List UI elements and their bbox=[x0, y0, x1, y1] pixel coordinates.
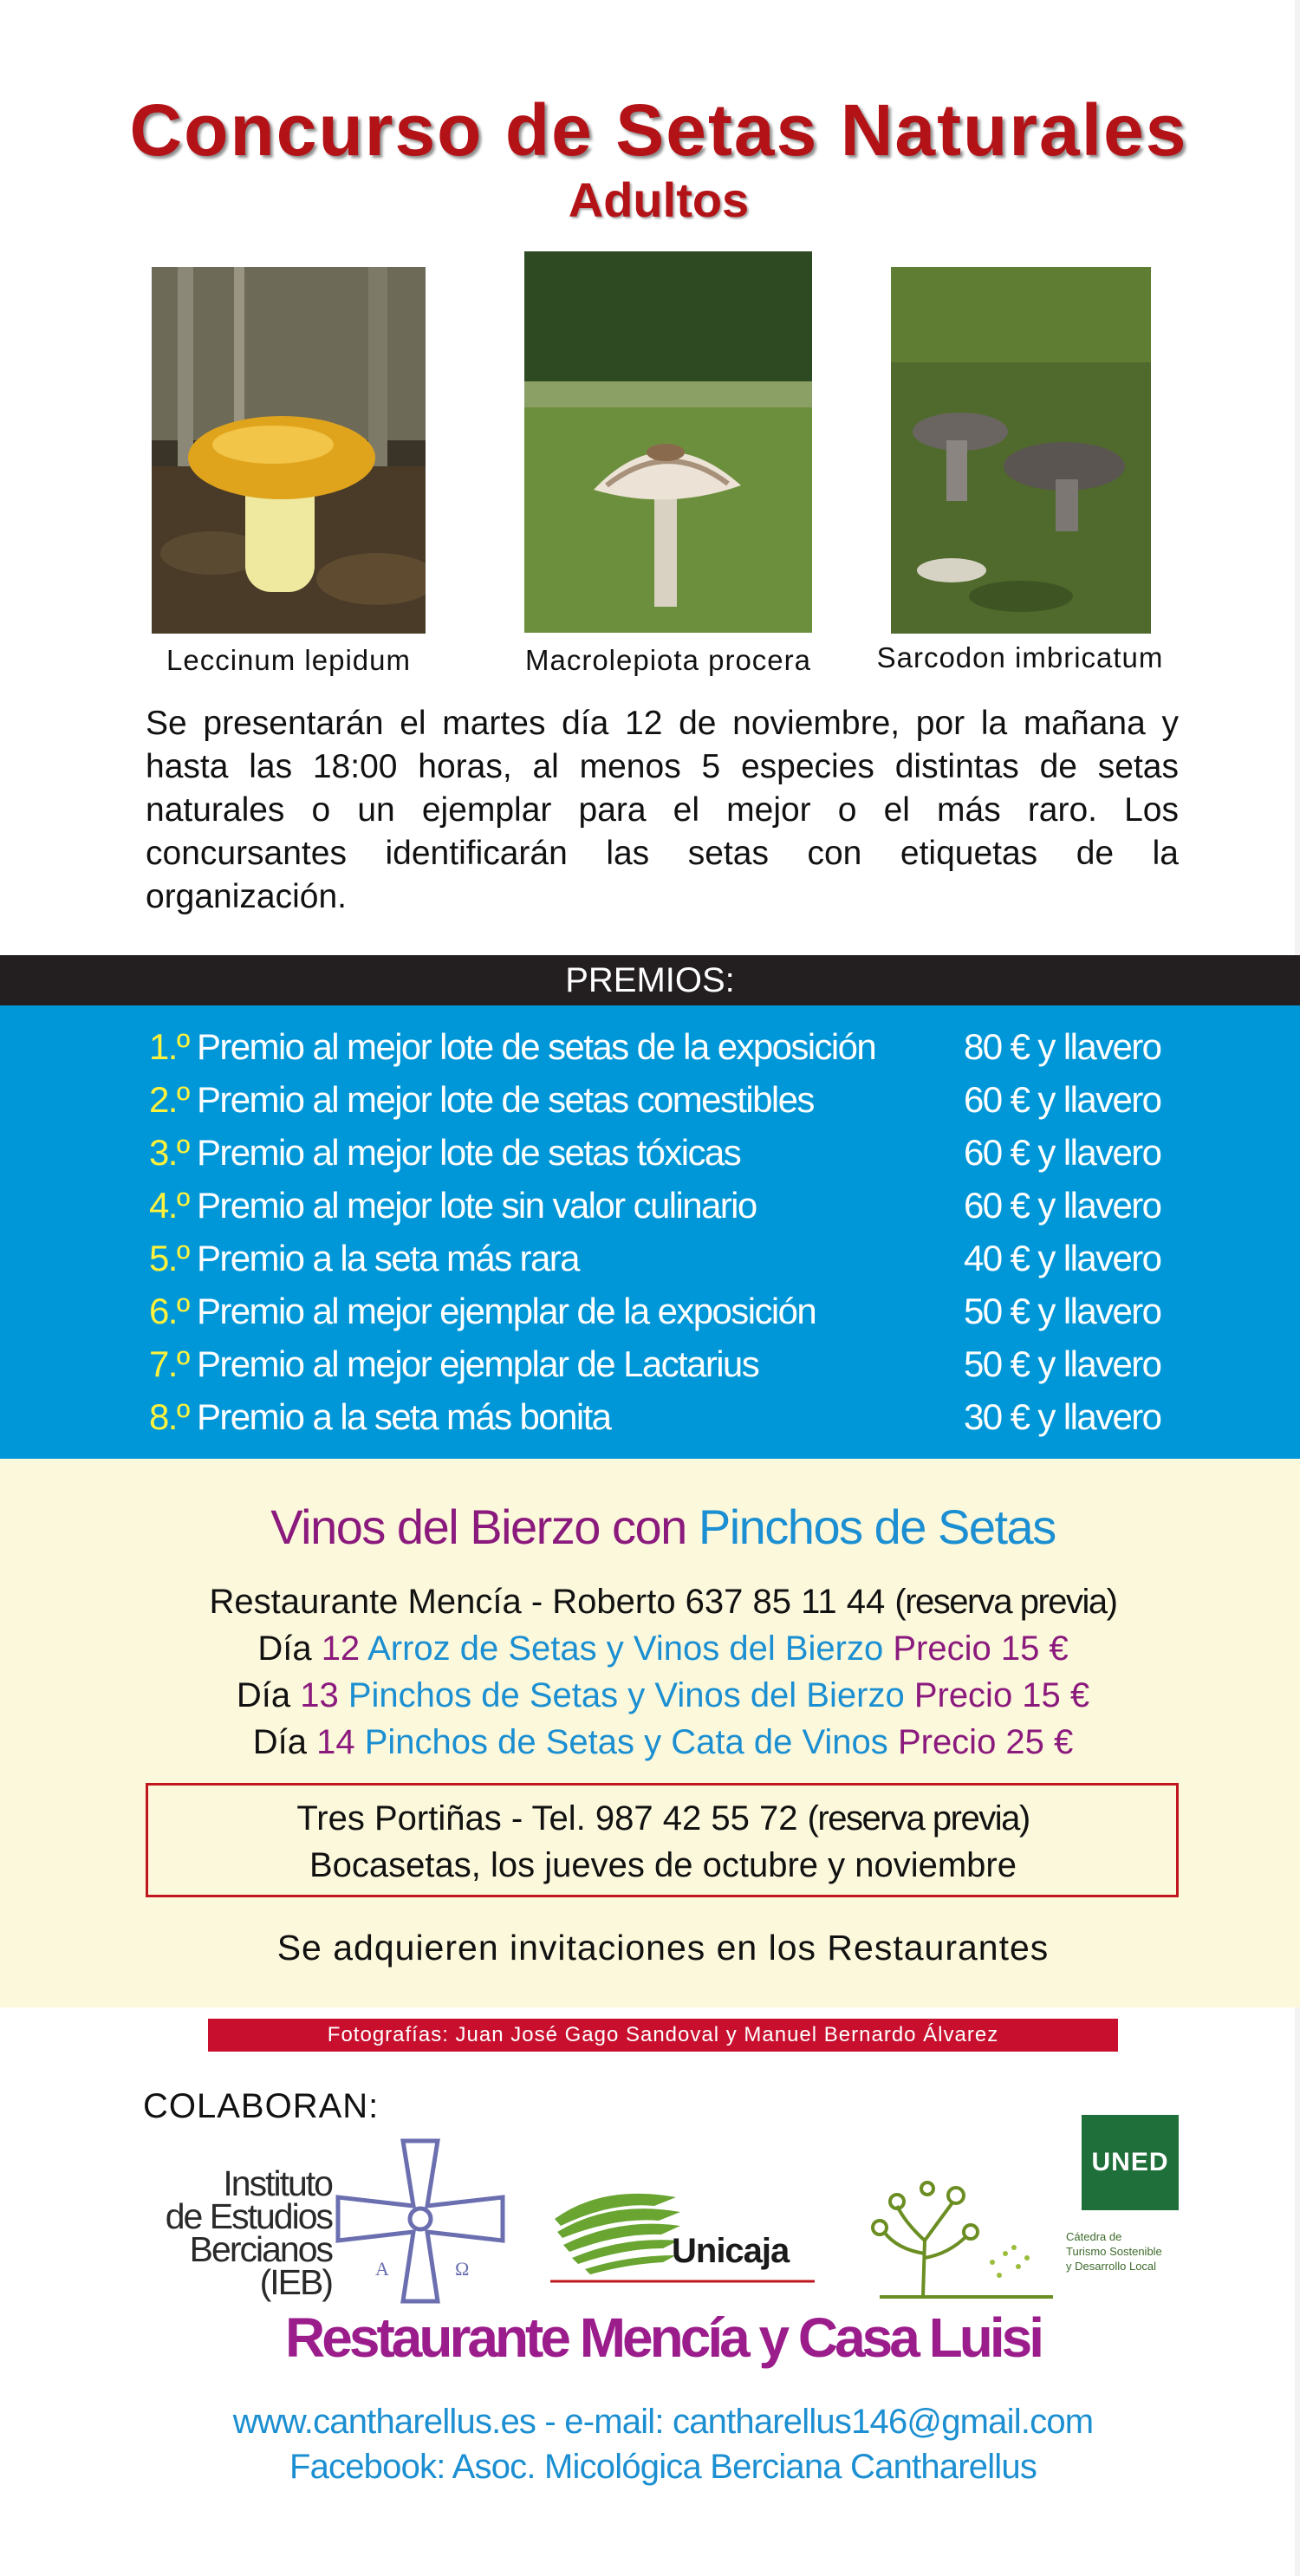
menu-day-description: Pinchos de Setas y Vinos del Bierzo bbox=[348, 1676, 905, 1714]
photo-caption: Sarcodon imbricatum bbox=[876, 641, 1164, 673]
contact-facebook[interactable]: Facebook: Asoc. Micológica Berciana Cantharellus bbox=[289, 2448, 1037, 2486]
contact-web-email[interactable]: www.cantharellus.es - e-mail: cantharellus146@gmail.com bbox=[232, 2403, 1094, 2441]
prize-amount: 60 € y llavero bbox=[964, 1185, 1161, 1226]
tree-icon bbox=[845, 2180, 1062, 2301]
svg-text:Ω: Ω bbox=[455, 2258, 470, 2280]
prize-item bbox=[0, 1391, 1300, 1443]
prize-list bbox=[0, 1005, 1300, 1459]
prize-amount: 30 € y llavero bbox=[964, 1396, 1161, 1437]
prize-item bbox=[0, 1180, 1300, 1232]
catedra-text bbox=[1066, 2229, 1183, 2274]
intro-paragraph: Se presentarán el martes día 12 de noviembre, por la mañana y hasta las 18:00 horas, al menos 5 especies distintas de setas naturales o un ejemplar para el mejor o el más raro. Los concursantes identificarán las setas con etiquetas de la organización. bbox=[146, 705, 1179, 915]
menu-day-row bbox=[0, 1673, 1300, 1718]
prize-amount: 50 € y llavero bbox=[964, 1343, 1161, 1384]
uned-logo: UNED bbox=[1082, 2115, 1179, 2210]
bocasetas-text: Bocasetas, los jueves de octubre y noviembre bbox=[309, 1846, 1017, 1884]
prize-item bbox=[0, 1127, 1300, 1179]
menu-day-label: Día bbox=[236, 1676, 291, 1714]
svg-text:A: A bbox=[375, 2258, 389, 2280]
ieb-logo-line: de Estudios bbox=[165, 2196, 332, 2236]
prize-description: Premio al mejor lote sin valor culinario bbox=[197, 1185, 757, 1226]
tres-portinas-line bbox=[0, 1796, 1300, 1841]
prize-description: Premio a la seta más rara bbox=[197, 1238, 579, 1278]
prize-description: Premio al mejor lote de setas comestibles bbox=[197, 1079, 814, 1120]
premios-heading: PREMIOS: bbox=[0, 955, 1300, 1005]
reservation-note: (reserva previa) bbox=[894, 1583, 1117, 1621]
menu-day-label: Día bbox=[252, 1723, 307, 1761]
photo-macrolepiota-procera bbox=[524, 251, 812, 633]
vinos-heading-part1: Vinos del Bierzo con bbox=[270, 1499, 686, 1554]
page-title: Concurso de Setas Naturales bbox=[129, 89, 1188, 171]
page-subtitle: Adultos bbox=[568, 172, 750, 227]
catedra-line: Cátedra de bbox=[1066, 2230, 1122, 2243]
photo-caption: Macrolepiota procera bbox=[525, 644, 811, 676]
prize-amount: 50 € y llavero bbox=[964, 1291, 1161, 1331]
tres-portinas-name: Tres Portiñas - Tel. 987 42 55 72 bbox=[296, 1799, 798, 1838]
prize-amount: 80 € y llavero bbox=[964, 1026, 1161, 1067]
prize-item bbox=[0, 1338, 1300, 1390]
menu-day-row bbox=[0, 1720, 1300, 1765]
ieb-logo-line: Instituto bbox=[223, 2163, 332, 2203]
menu-day-row bbox=[0, 1626, 1300, 1671]
reservation-note: (reserva previa) bbox=[807, 1799, 1030, 1838]
prize-rank: 5.º bbox=[149, 1238, 189, 1278]
menu-day-price: Precio 15 € bbox=[913, 1676, 1090, 1714]
prize-description: Premio al mejor ejemplar de Lactarius bbox=[197, 1343, 759, 1384]
prize-rank: 4.º bbox=[149, 1185, 189, 1226]
photo-caption: Leccinum lepidum bbox=[166, 644, 411, 676]
prize-rank: 7.º bbox=[149, 1343, 189, 1384]
prize-rank: 8.º bbox=[149, 1396, 189, 1437]
collaborating-restaurants: Restaurante Mencía y Casa Luisi bbox=[285, 2306, 1041, 2369]
menu-day-number: 13 bbox=[300, 1676, 339, 1714]
colaboran-label: COLABORAN: bbox=[143, 2087, 380, 2125]
invitations-note: Se adquieren invitaciones en los Restaurantes bbox=[276, 1928, 1050, 1968]
prize-amount: 60 € y llavero bbox=[964, 1132, 1161, 1173]
unicaja-wordmark: Unicaja bbox=[672, 2232, 790, 2270]
prize-rank: 6.º bbox=[149, 1291, 189, 1331]
menu-day-price: Precio 25 € bbox=[897, 1723, 1074, 1761]
prize-item bbox=[0, 1285, 1300, 1337]
menu-day-label: Día bbox=[257, 1630, 312, 1668]
prize-amount: 40 € y llavero bbox=[964, 1238, 1161, 1278]
prize-amount: 60 € y llavero bbox=[964, 1079, 1161, 1120]
catedra-line: y Desarrollo Local bbox=[1066, 2260, 1157, 2273]
ieb-logo bbox=[146, 2163, 332, 2306]
photo-credits: Fotografías: Juan José Gago Sandoval y Manuel Bernardo Álvarez bbox=[208, 2019, 1118, 2052]
prize-description: Premio al mejor lote de setas de la exposición bbox=[197, 1026, 876, 1067]
vinos-heading-part2: Pinchos de Setas bbox=[698, 1499, 1056, 1554]
restaurant-mencia-name: Restaurante Mencía - Roberto 637 85 11 44 bbox=[209, 1583, 886, 1621]
menu-day-price: Precio 15 € bbox=[893, 1630, 1069, 1668]
photo-sarcodon-imbricatum bbox=[891, 267, 1151, 634]
prize-description: Premio al mejor lote de setas tóxicas bbox=[197, 1132, 741, 1173]
prize-item bbox=[0, 1233, 1300, 1285]
menu-day-description: Pinchos de Setas y Cata de Vinos bbox=[364, 1723, 888, 1761]
prize-description: Premio al mejor ejemplar de la exposición bbox=[197, 1291, 816, 1331]
prize-item bbox=[0, 1074, 1300, 1126]
menu-day-number: 14 bbox=[316, 1723, 355, 1761]
unicaja-logo bbox=[550, 2184, 819, 2288]
menu-day-number: 12 bbox=[321, 1630, 361, 1668]
vinos-heading bbox=[0, 1499, 1300, 1555]
ieb-logo-line: (IEB) bbox=[259, 2262, 332, 2302]
menu-day-description: Arroz de Setas y Vinos del Bierzo bbox=[367, 1630, 884, 1668]
restaurant-mencia-line bbox=[0, 1579, 1300, 1624]
ieb-logo-line: Bercianos bbox=[189, 2229, 332, 2269]
prize-rank: 3.º bbox=[149, 1132, 189, 1173]
prize-rank: 2.º bbox=[149, 1079, 189, 1120]
prize-item bbox=[0, 1021, 1300, 1073]
prize-rank: 1.º bbox=[149, 1026, 189, 1067]
catedra-line: Turismo Sostenible bbox=[1066, 2245, 1162, 2258]
ieb-cross-icon bbox=[334, 2137, 507, 2306]
prize-description: Premio a la seta más bonita bbox=[197, 1396, 611, 1437]
photo-leccinum-lepidum bbox=[152, 267, 426, 634]
